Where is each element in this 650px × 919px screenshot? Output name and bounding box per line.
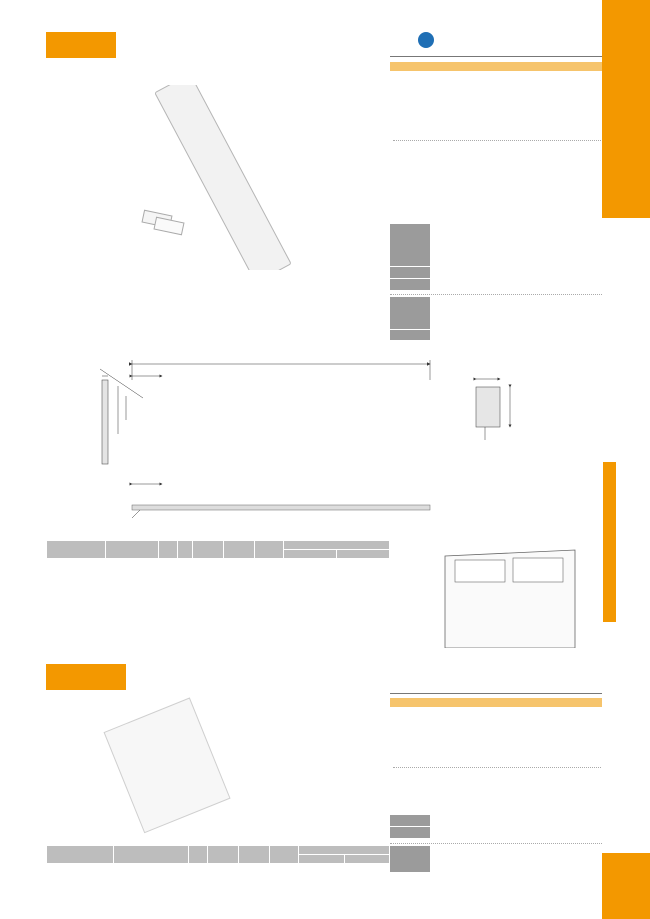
product-table-1 (46, 540, 390, 559)
paper-image (90, 690, 250, 835)
technical-drawing (40, 350, 610, 545)
divider-dotted-2 (390, 294, 602, 295)
application-illustration (435, 548, 585, 648)
divider-dotted-4 (390, 843, 602, 844)
spec-table-en-2 (390, 846, 602, 872)
use-key (390, 267, 430, 278)
divider-dotted-1 (393, 140, 601, 141)
footer-box (602, 853, 650, 919)
product-image (125, 85, 315, 270)
side-tab-letter-box (602, 0, 650, 218)
spec-key (390, 224, 430, 266)
product-code-tag-2 (46, 664, 126, 690)
spec-table-jp (390, 224, 602, 291)
application-box (415, 524, 605, 652)
fire-badge (418, 32, 434, 48)
spec-table-en (390, 297, 602, 341)
section2-rule (390, 693, 602, 694)
delivery-key (390, 279, 430, 290)
spec-en-key (390, 297, 430, 329)
product-table-2 (46, 845, 390, 864)
use-en-key (390, 330, 430, 340)
spec-table-jp-2 (390, 815, 602, 839)
feature-label-2 (390, 698, 602, 707)
header-rule (390, 56, 602, 57)
spec-en-key-2 (390, 846, 430, 872)
spec-key-2 (390, 815, 430, 826)
product-code-tag (46, 32, 116, 58)
delivery-key-2 (390, 827, 430, 838)
divider-dotted-3 (393, 767, 601, 768)
feature-label (390, 62, 602, 71)
